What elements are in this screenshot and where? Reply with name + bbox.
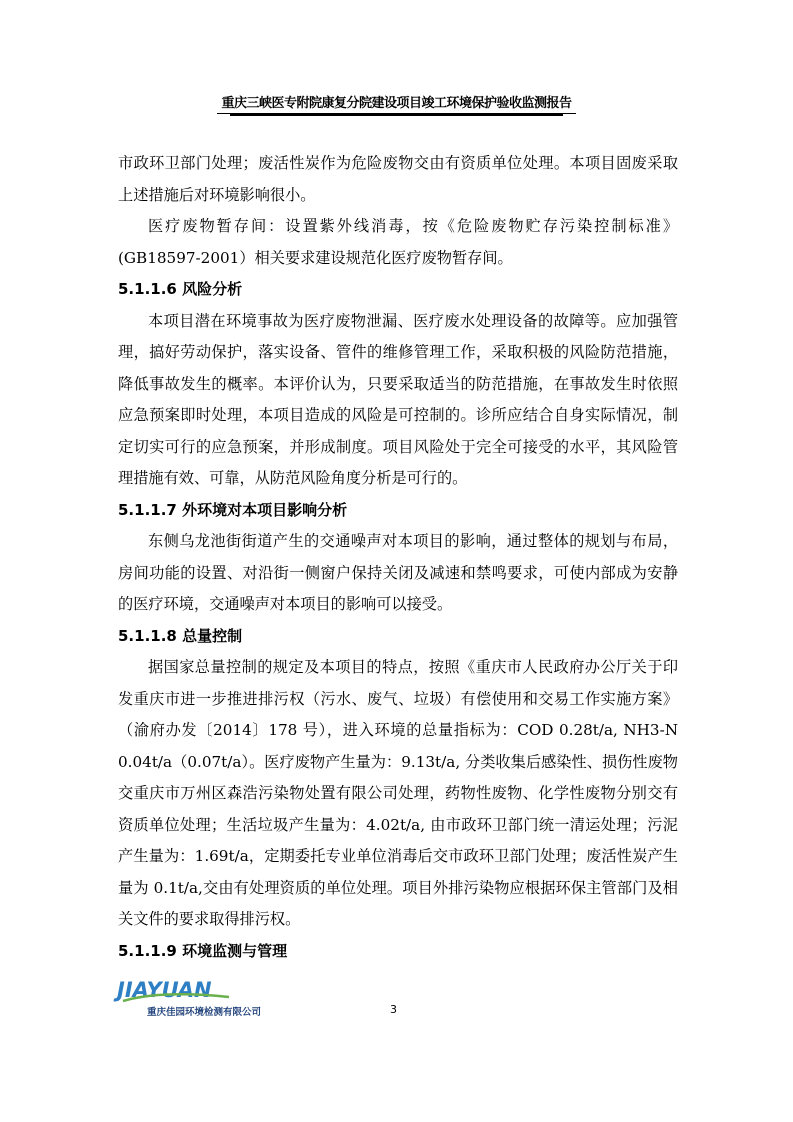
paragraph-medical-waste-storage: 医疗废物暂存间：设置紫外线消毒，按《危险废物贮存污染控制标准》(GB18597-2001）相关要求建设规范化医疗废物暂存间。 <box>118 217 678 267</box>
paragraph-total-control: 据国家总量控制的规定及本项目的特点，按照《重庆市人民政府办公厅关于印发重庆市进一步推进排污权（污水、废气、垃圾）有偿使用和交易工作实施方案》（渝府办发〔2014〕178 号），进入环境的总量指标为：COD 0.28t/a, NH3-N 0.04t/a（0.07t/a）。医疗废物产生量为：9.13t/a, 分类收集后感染性、损伤性废物交重庆市万州区森浩污染物处置有限公司处理，药物性废物、化学性废物分别交有资质单位处理；生活垃圾产生量为：4.02t/a, 由市政环卫部门统一清运处理；污泥产生量为：1.69t/a，定期委托专业单位消毒后交市政环卫部门处理；废活性炭产生量为 0.1t/a,交由有处理资质的单位处理。项目外排污染物应根据环保主管部门及相关文件的要求取得排污权。 <box>118 658 678 928</box>
paragraph-risk-analysis: 本项目潜在环境事故为医疗废物泄漏、医疗废水处理设备的故障等。应加强管理，搞好劳动保护，落实设备、管件的维修管理工作，采取积极的风险防范措施，降低事故发生的概率。本评价认为，只要采取适当的防范措施，在事故发生时依照应急预案即时处理，本项目造成的风险是可控制的。诊所应结合自身实际情况，制定切实可行的应急预案，并形成制度。项目风险处于完全可接受的水平，其风险管理措施有效、可靠，从防范风险角度分析是可行的。 <box>118 311 678 487</box>
paragraph-external-impact: 东侧乌龙池街街道产生的交通噪声对本项目的影响，通过整体的规划与布局，房间功能的设置、对沿街一侧窗户保持关闭及减速和禁鸣要求，可使内部成为安静的医疗环境，交通噪声对本项目的影响可以接受。 <box>118 532 678 613</box>
heading-external-impact: 5.1.1.7 外环境对本项目影响分析 <box>118 500 348 519</box>
heading-environment-monitoring: 5.1.1.9 环境监测与管理 <box>118 941 288 960</box>
logo-wordmark: JIAYUAN <box>117 978 212 1002</box>
report-header <box>0 92 793 111</box>
report-title: 重庆三峡医专附院康复分院建设项目竣工环境保护验收监测报告 <box>217 96 575 114</box>
paragraph-solid-waste: 市政环卫部门处理；废活性炭作为危险废物交由有资质单位处理。本项目固废采取上述措施后对环境影响很小。 <box>118 154 678 204</box>
logo-company-name: 重庆佳园环境检测有限公司 <box>147 1007 262 1018</box>
company-logo <box>117 978 277 1020</box>
logo-swoosh-icon <box>121 992 231 1004</box>
heading-risk-analysis: 5.1.1.6 风险分析 <box>118 280 243 298</box>
document-body <box>118 148 678 967</box>
page-number: 3 <box>390 1003 397 1016</box>
header-rule <box>230 114 563 116</box>
heading-total-control: 5.1.1.8 总量控制 <box>118 626 243 645</box>
